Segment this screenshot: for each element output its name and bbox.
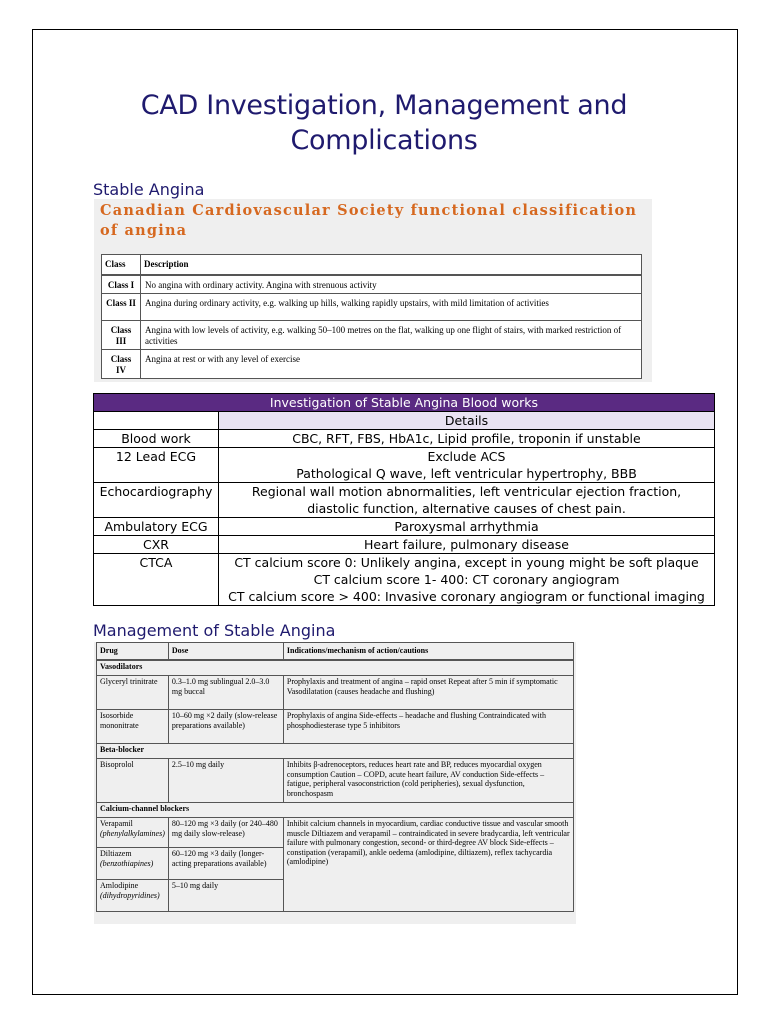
investigation-label: CXR xyxy=(94,536,219,554)
stable-angina-heading: Stable Angina xyxy=(93,180,205,199)
detail-line: Heart failure, pulmonary disease xyxy=(364,537,569,552)
table-row xyxy=(102,321,642,350)
management-heading: Management of Stable Angina xyxy=(93,621,336,640)
detail-line: Regional wall motion abnormalities, left ventricular ejection fraction, xyxy=(251,484,682,499)
drug-class: (phenylalkylamines) xyxy=(100,828,165,838)
drug-class: (benzothiapines) xyxy=(100,858,154,868)
table-row xyxy=(102,294,642,321)
drug-name: Bisoprolol xyxy=(97,759,169,803)
drug-name-text: Verapamil xyxy=(100,819,133,828)
page-title: CAD Investigation, Management and Complications xyxy=(140,90,628,156)
detail-line: Exclude ACS xyxy=(427,449,506,464)
detail-line: CT calcium score 1- 400: CT coronary angiogram xyxy=(313,572,620,587)
description-cell: Angina during ordinary activity, e.g. walking up hills, walking rapidly upstairs, with mild limitation of activities xyxy=(141,294,642,321)
table-row xyxy=(94,483,715,518)
investigation-details xyxy=(219,448,715,483)
investigation-label: Ambulatory ECG xyxy=(94,518,219,536)
drug-name xyxy=(97,880,169,912)
detail-line: Pathological Q wave, left ventricular hypertrophy, BBB xyxy=(296,466,637,481)
drug-name: Isosorbide mononitrate xyxy=(97,710,169,744)
investigation-details xyxy=(219,554,715,606)
drug-dose: 80–120 mg ×3 daily (or 240–480 mg daily slow-release) xyxy=(168,818,283,848)
drug-name xyxy=(97,818,169,848)
investigation-details xyxy=(219,483,715,518)
drug-name: Glyceryl trinitrate xyxy=(97,676,169,710)
description-cell: No angina with ordinary activity. Angina with strenuous activity xyxy=(141,275,642,294)
group-row xyxy=(97,660,574,676)
column-header-description: Description xyxy=(141,255,642,276)
investigation-details xyxy=(219,518,715,536)
ccs-title: Canadian Cardiovascular Society functional classification of angina xyxy=(100,202,638,239)
class-cell: Class IV xyxy=(102,350,141,379)
details-header: Details xyxy=(219,412,715,430)
drug-dose: 10–60 mg ×2 daily (slow-release preparations available) xyxy=(168,710,283,744)
table-row xyxy=(97,759,574,803)
detail-line: diastolic function, alternative causes of chest pain. xyxy=(307,501,626,516)
ccs-table xyxy=(101,254,642,379)
empty-header-cell xyxy=(94,412,219,430)
management-table xyxy=(96,642,574,912)
detail-line: CT calcium score 0: Unlikely angina, except in young might be soft plaque xyxy=(234,555,699,570)
detail-line: CT calcium score > 400: Invasive coronary angiogram or functional imaging xyxy=(228,589,705,604)
column-header-dose: Dose xyxy=(168,643,283,661)
drug-name xyxy=(97,848,169,880)
drug-indications: Prophylaxis and treatment of angina – rapid onset Repeat after 5 min if symptomatic Vasodilatation (causes headache and flushing) xyxy=(283,676,573,710)
investigation-header-row xyxy=(94,412,715,430)
investigation-details xyxy=(219,430,715,448)
group-label-vasodilators: Vasodilators xyxy=(97,660,574,676)
table-row xyxy=(97,710,574,744)
drug-class: (dihydropyridines) xyxy=(100,890,160,900)
table-header-row xyxy=(97,643,574,661)
class-cell: Class I xyxy=(102,275,141,294)
group-label-calcium-channel-blockers: Calcium-channel blockers xyxy=(97,803,574,818)
column-header-indications: Indications/mechanism of action/cautions xyxy=(283,643,573,661)
class-cell: Class II xyxy=(102,294,141,321)
group-row xyxy=(97,744,574,759)
investigation-title-row xyxy=(94,394,715,412)
column-header-drug: Drug xyxy=(97,643,169,661)
drug-dose: 2.5–10 mg daily xyxy=(168,759,283,803)
table-row xyxy=(97,818,574,848)
table-row xyxy=(102,275,642,294)
table-row xyxy=(94,536,715,554)
investigation-table xyxy=(93,393,715,606)
drug-indications: Inhibits β-adrenoceptors, reduces heart rate and BP, reduces myocardial oxygen consumption Caution – COPD, acute heart failure, AV conduction Side-effects – fatigue, peripheral vasoconstriction (cold peripheries), sexual dysfunction, bronchospasm xyxy=(283,759,573,803)
management-figure xyxy=(94,642,576,924)
investigation-label: Echocardiography xyxy=(94,483,219,518)
drug-name-text: Diltiazem xyxy=(100,849,132,858)
ccs-classification-figure xyxy=(94,199,652,382)
class-cell: Class III xyxy=(102,321,141,350)
investigation-title: Investigation of Stable Angina Blood works xyxy=(94,394,715,412)
table-row xyxy=(94,430,715,448)
table-header-row xyxy=(102,255,642,276)
table-row xyxy=(94,518,715,536)
investigation-details xyxy=(219,536,715,554)
table-row xyxy=(102,350,642,379)
drug-indications: Inhibit calcium channels in myocardium, cardiac conductive tissue and vascular smooth muscle Diltiazem and verapamil – contraindicated in severe bradycardia, left ventricular failure with pulmonary congestion, second- or third-degree AV block Side-effects – constipation (verapamil), ankle oedema (amlodipine, diltiazem), reflex tachycardia (amlodipine) xyxy=(283,818,573,912)
column-header-class: Class xyxy=(102,255,141,276)
drug-indications: Prophylaxis of angina Side-effects – headache and flushing Contraindicated with phosphodiesterase type 5 inhibitors xyxy=(283,710,573,744)
group-label-beta-blocker: Beta-blocker xyxy=(97,744,574,759)
group-row xyxy=(97,803,574,818)
investigation-label: 12 Lead ECG xyxy=(94,448,219,483)
table-row xyxy=(94,448,715,483)
drug-name-text: Amlodipine xyxy=(100,881,139,890)
table-row xyxy=(94,554,715,606)
description-cell: Angina with low levels of activity, e.g. walking 50–100 metres on the flat, walking up one flight of stairs, with marked restriction of activities xyxy=(141,321,642,350)
description-cell: Angina at rest or with any level of exercise xyxy=(141,350,642,379)
investigation-label: Blood work xyxy=(94,430,219,448)
drug-dose: 5–10 mg daily xyxy=(168,880,283,912)
detail-line: CBC, RFT, FBS, HbA1c, Lipid profile, troponin if unstable xyxy=(292,431,641,446)
drug-dose: 0.3–1.0 mg sublingual 2.0–3.0 mg buccal xyxy=(168,676,283,710)
table-row xyxy=(97,676,574,710)
detail-line: Paroxysmal arrhythmia xyxy=(394,519,539,534)
drug-dose: 60–120 mg ×3 daily (longer-acting preparations available) xyxy=(168,848,283,880)
investigation-label: CTCA xyxy=(94,554,219,606)
